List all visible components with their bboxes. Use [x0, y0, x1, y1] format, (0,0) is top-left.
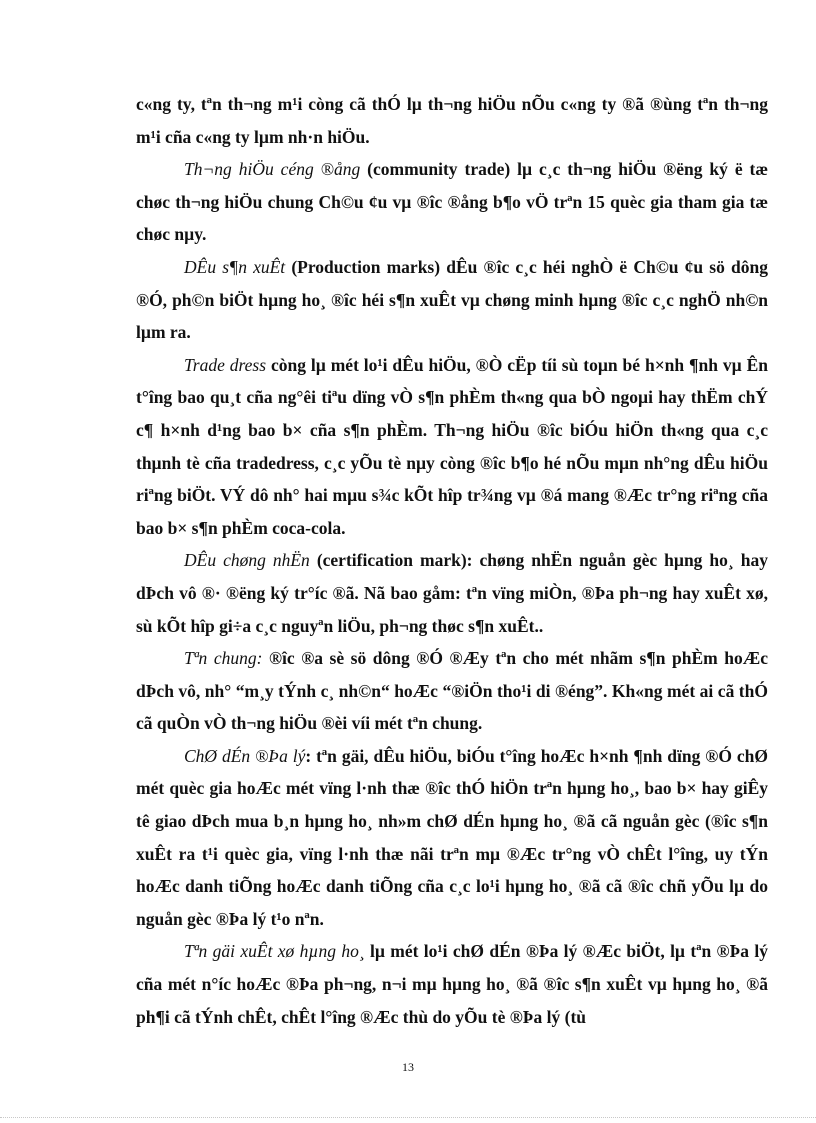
defined-term: DÊu s¶n xuÊt — [184, 256, 286, 277]
paragraph — [136, 251, 768, 349]
text-line: hµng ho¸ ®ã cã ®îc chñ yÕu lµ do nguån gèc ®Þa lý t¹o nªn. — [136, 876, 768, 929]
text-line: dông ®Ó, ph©n biÖt hµng ho¸ ®îc héi s¶n xuÊt vµ chøng minh hµng ®îc — [136, 256, 768, 310]
text-line: tr¾ng vµ ®á mang ®Æc tr°ng riªng cña bao b× s¶n phÈm coca-cola. — [136, 485, 768, 538]
text-line: bao b× hay giÊy tê giao dÞch mua b¸n hµng ho¸ nh»m chØ dÉn hµng ho¸ ®ã — [136, 778, 768, 832]
text-line: hay dÞch vô ®· ®ëng ký tr°íc ®ã. Nã bao gåm: tªn vïng miÒn, ®Þa ph¬ng — [136, 550, 768, 603]
text-line: hay xuÊt xø, sù kÕt hîp gi÷a c¸c nguyªn liÖu, ph¬ng thøc s¶n xuÊt.. — [136, 582, 768, 636]
text-line: cã nguån gèc (®îc s¶n xuÊt ra t¹i quèc gia, vïng l·nh thæ nãi trªn mµ ®Æc — [136, 811, 768, 864]
body-text — [136, 88, 768, 1033]
text-line: lµ mét lo¹i chØ dÉn ®Þa lý ®Æc biÖt, lµ tªn — [364, 941, 712, 962]
text-line: (Production marks) dÊu ®îc c¸c héi nghÒ ë Ch©u ¢u sö — [285, 256, 725, 277]
text-line: mét ai cã thÓ cã quÒn vÒ th¬ng hiÖu ®èi víi mét tªn chung. — [136, 680, 768, 734]
defined-term: Tªn chung: — [184, 648, 263, 669]
text-line: (community trade) lµ c¸c th¬ng hiÖu ®ëng — [360, 159, 703, 180]
paragraph — [136, 544, 768, 642]
text-line: ®Þa lý cña mét n°íc hoÆc ®Þa ph¬ng, n¬i mµ hµng ho¸ ®ã ®îc s¶n xuÊt — [136, 941, 769, 995]
paragraph — [136, 935, 768, 1033]
text-line: (certification mark): chøng nhËn nguån gèc hµng ho¸ — [309, 550, 734, 571]
text-line: vµ hµng ho¸ ®ã ph¶i cã tÝnh chÊt, chÊt l°îng ®Æc thù do yÕu tè ®Þa lý (tù — [136, 974, 769, 1027]
paragraph — [136, 88, 768, 153]
text-line: b¶o hé nÕu mµn nh°ng dÊu hiÖu riªng biÖt. VÝ dô nh° hai mµu s¾c kÕt hîp — [136, 452, 768, 506]
defined-term: ChØ dÉn ®Þa lý — [184, 745, 306, 766]
text-line: ngoµi hay thËm chÝ c¶ h×nh d¹ng bao b× cña s¶n phÈm. Th¬ng hiÖu ®îc — [136, 387, 769, 440]
paragraph — [136, 642, 768, 740]
text-line: ®Ó chØ mét quèc gia hoÆc mét vïng l·nh thæ ®îc thÓ hiÖn trªn hµng ho¸, — [136, 745, 768, 799]
defined-term: Th¬ng hiÖu céng ®ång — [184, 159, 361, 180]
text-line: gia tham gia tæ chøc nµy. — [136, 191, 769, 245]
text-line: ký ë tæ chøc th¬ng hiÖu chung Ch©u ¢u vµ ®îc ®ång b¶o vÖ trªn 15 quèc — [136, 159, 769, 212]
defined-term: Trade dress — [184, 354, 267, 375]
paragraph — [136, 153, 768, 251]
text-line: c«ng ty, tªn th¬ng m¹i còng cã thÓ lµ th¬ng hiÖu nÕu c«ng ty ®ã ®ùng tªn — [136, 94, 719, 114]
text-line: còng lµ mét lo¹i dÊu hiÖu, ®Ò cËp tíi sù toµn bé h×nh — [266, 354, 685, 375]
defined-term: Tªn gäi xuÊt xø hµng ho¸ — [184, 941, 365, 962]
text-line: biÓu hiÖn th«ng qua c¸c thµnh tè cña tradedress, c¸c yÕu tè nµy còng ®îc — [136, 419, 769, 473]
text-line: c¸c nghÖ nh©n lµm ra. — [136, 289, 768, 343]
paragraph — [136, 349, 768, 545]
page-edge-divider — [0, 1117, 816, 1118]
defined-term: DÊu chøng nhËn — [184, 550, 310, 571]
text-line: ®îc ®a sè sö dông ®Ó ®Æy tªn cho mét nhãm s¶n phÈm — [262, 648, 718, 669]
page-number: 13 — [402, 1060, 414, 1074]
text-line: th¬ng m¹i cña c«ng ty lµm nh·n hiÖu. — [136, 94, 768, 147]
text-line: tr°ng vÒ chÊt l°îng, uy tÝn hoÆc danh tiÕng hoÆc danh tiÕng cña c¸c lo¹i — [136, 843, 769, 897]
text-line: hoÆc dÞch vô, nh° “m¸y tÝnh c¸ nh©n“ hoÆc “®iÖn tho¹i di ®éng”. Kh«ng — [136, 648, 768, 701]
text-line: ¶nh vµ Ên t°îng bao qu¸t cña ng°êi tiªu dïng vÒ s¶n phÈm th«ng qua bÒ — [136, 354, 769, 408]
text-line: : tªn gäi, dÊu hiÖu, biÓu t°îng hoÆc h×nh ¶nh dïng — [305, 745, 701, 766]
paragraph — [136, 740, 768, 936]
